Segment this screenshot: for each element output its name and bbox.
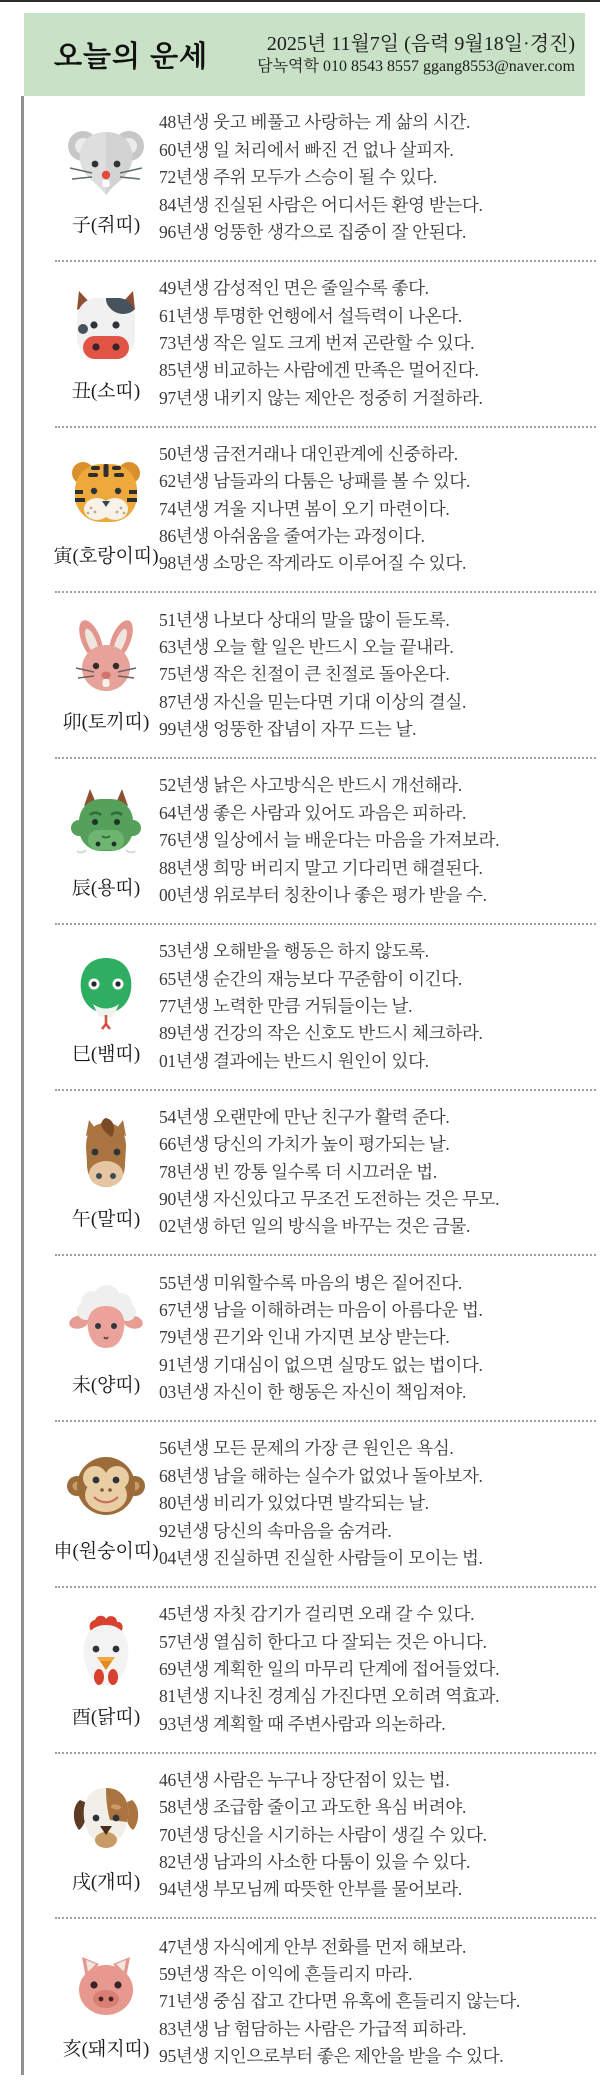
rat-icon: [64, 119, 148, 203]
fortune-line: 71년생 중심 잡고 간다면 유혹에 흔들리지 않는다.: [159, 1991, 520, 2012]
zodiac-label-monkey: 申(원숭이띠): [53, 1540, 159, 1562]
fortune-line: 57년생 열심히 한다고 다 잘되는 것은 아니다.: [159, 1631, 487, 1652]
zodiac-left-col: [55, 616, 157, 734]
fortune-line: 50년생 금전거래나 대인관계에 신중하라.: [159, 443, 458, 464]
zodiac-section-pig: [55, 1919, 596, 2085]
fortune-line: 63년생 오늘 할 일은 반드시 오늘 끝내라.: [159, 637, 454, 658]
fortune-line: 03년생 자신이 한 행동은 자신이 책임져야.: [159, 1382, 467, 1403]
fortune-lines: [157, 109, 596, 246]
fortune-line: 94년생 부모님께 따뜻한 안부를 물어보라.: [159, 1879, 462, 1900]
fortune-line: 72년생 주위 모두가 스승이 될 수 있다.: [159, 167, 437, 188]
fortune-lines: [157, 1435, 596, 1572]
fortune-lines: [157, 772, 596, 909]
page-title: 오늘의 운세: [54, 41, 209, 73]
fortune-line: 45년생 자칫 감기가 걸리면 오래 갈 수 있다.: [159, 1604, 475, 1625]
fortune-line: 73년생 작은 일도 크게 번져 곤란할 수 있다.: [159, 332, 475, 353]
zodiac-section-dog: [55, 1754, 596, 1920]
fortune-line: 01년생 결과에는 반드시 원인이 있다.: [159, 1050, 429, 1071]
fortune-line: 77년생 노력한 만큼 거둬들이는 날.: [159, 995, 413, 1016]
fortune-line: 70년생 당신을 시기하는 사람이 생길 수 있다.: [159, 1824, 487, 1845]
zodiac-left-col: [55, 1279, 157, 1397]
zodiac-label-dog: 戌(개띠): [71, 1872, 141, 1894]
fortune-line: 92년생 당신의 속마음을 숨겨라.: [159, 1520, 392, 1541]
fortune-line: 95년생 지인으로부터 좋은 제안을 받을 수 있다.: [159, 2046, 504, 2067]
zodiac-label-pig: 亥(돼지띠): [62, 2039, 150, 2061]
zodiac-left-col: [55, 1611, 157, 1729]
zodiac-label-dragon: 辰(용띠): [71, 877, 141, 899]
zodiac-label-rat: 子(쥐띠): [71, 214, 141, 236]
fortune-line: 84년생 진실된 사람은 어디서든 환영 받는다.: [159, 194, 483, 215]
fortune-lines: [157, 1270, 596, 1407]
fortune-lines: [157, 938, 596, 1075]
tiger-icon: [64, 450, 148, 534]
fortune-line: 64년생 좋은 사람과 있어도 과음은 피하라.: [159, 802, 467, 823]
sections-list: [55, 96, 596, 2085]
fortune-line: 87년생 자신을 믿는다면 기대 이상의 결실.: [159, 691, 467, 712]
zodiac-section-monkey: [55, 1422, 596, 1588]
zodiac-section-snake: [55, 925, 596, 1091]
zodiac-label-tiger: 寅(호랑이띠): [53, 546, 159, 568]
fortune-line: 55년생 미워할수록 마음의 병은 짙어진다.: [159, 1272, 462, 1293]
zodiac-left-col: [55, 1943, 157, 2061]
fortune-line: 65년생 순간의 재능보다 꾸준함이 이긴다.: [159, 968, 462, 989]
zodiac-section-ox: [55, 262, 596, 428]
rooster-icon: [64, 1611, 148, 1695]
contact-text: 담녹역학 010 8543 8557 ggang8553@naver.com: [257, 58, 575, 75]
fortune-line: 80년생 비리가 있었다면 발각되는 날.: [159, 1493, 429, 1514]
dog-icon: [64, 1776, 148, 1860]
fortune-line: 82년생 남과의 사소한 다툼이 있을 수 있다.: [159, 1852, 471, 1873]
fortune-line: 52년생 낡은 사고방식은 반드시 개선해라.: [159, 775, 462, 796]
fortune-line: 49년생 감성적인 면은 줄일수록 좋다.: [159, 278, 429, 299]
monkey-icon: [64, 1445, 148, 1529]
fortune-line: 54년생 오랜만에 만난 친구가 활력 준다.: [159, 1106, 450, 1127]
zodiac-left-col: [55, 1113, 157, 1231]
fortune-line: 86년생 아쉬움을 줄여가는 과정이다.: [159, 526, 425, 547]
zodiac-left-col: [55, 450, 157, 568]
fortune-lines: [157, 441, 596, 578]
fortune-line: 85년생 비교하는 사람에겐 만족은 멀어진다.: [159, 360, 479, 381]
zodiac-left-col: [55, 285, 157, 403]
zodiac-label-rabbit: 卯(토끼띠): [62, 712, 150, 734]
fortune-line: 66년생 당신의 가치가 높이 평가되는 날.: [159, 1134, 450, 1155]
fortune-line: 74년생 겨울 지나면 봄이 오기 마련이다.: [159, 498, 450, 519]
top-border: [0, 0, 600, 2]
zodiac-section-horse: [55, 1091, 596, 1257]
zodiac-left-col: [55, 1776, 157, 1894]
rabbit-icon: [64, 616, 148, 700]
fortune-line: 69년생 계획한 일의 마무리 단계에 접어들었다.: [159, 1658, 500, 1679]
zodiac-left-col: [55, 119, 157, 237]
zodiac-left-col: [55, 782, 157, 900]
fortune-line: 56년생 모든 문제의 가장 큰 원인은 욕심.: [159, 1438, 454, 1459]
fortune-line: 91년생 기대심이 없으면 실망도 없는 법이다.: [159, 1354, 483, 1375]
fortune-line: 89년생 건강의 작은 신호도 반드시 체크하라.: [159, 1023, 483, 1044]
fortune-line: 02년생 하던 일의 방식을 바꾸는 것은 금물.: [159, 1216, 471, 1237]
fortune-lines: [157, 1104, 596, 1241]
zodiac-label-ox: 丑(소띠): [71, 380, 141, 402]
fortune-line: 59년생 작은 이익에 흔들리지 마라.: [159, 1964, 413, 1985]
fortune-line: 62년생 남들과의 다툼은 낭패를 볼 수 있다.: [159, 471, 471, 492]
pig-icon: [64, 1943, 148, 2027]
fortune-lines: [157, 1934, 596, 2071]
fortune-line: 58년생 조급함 줄이고 과도한 욕심 버려야.: [159, 1797, 467, 1818]
zodiac-section-rooster: [55, 1588, 596, 1754]
fortune-line: 04년생 진실하면 진실한 사람들이 모이는 법.: [159, 1547, 483, 1568]
zodiac-left-col: [55, 948, 157, 1066]
fortune-line: 99년생 엉뚱한 잡념이 자꾸 드는 날.: [159, 719, 417, 740]
zodiac-section-tiger: [55, 428, 596, 594]
left-rule: [21, 96, 24, 2075]
horse-icon: [64, 1113, 148, 1197]
sheep-icon: [64, 1279, 148, 1363]
fortune-line: 47년생 자식에게 안부 전화를 먼저 해보라.: [159, 1936, 467, 1957]
fortune-line: 79년생 끈기와 인내 가지면 보상 받는다.: [159, 1327, 450, 1348]
fortune-line: 75년생 작은 친절이 큰 친절로 돌아온다.: [159, 664, 450, 685]
header-band: [24, 13, 585, 96]
zodiac-label-rooster: 酉(닭띠): [71, 1706, 141, 1728]
fortune-line: 93년생 계획할 때 주변사람과 의논하라.: [159, 1713, 446, 1734]
zodiac-left-col: [55, 1445, 157, 1563]
zodiac-section-rabbit: [55, 593, 596, 759]
fortune-line: 83년생 남 험담하는 사람은 가급적 피하라.: [159, 2018, 467, 2039]
zodiac-section-rat: [55, 96, 596, 262]
fortune-line: 46년생 사람은 누구나 장단점이 있는 법.: [159, 1769, 450, 1790]
fortune-lines: [157, 1601, 596, 1738]
fortune-line: 68년생 남을 해하는 실수가 없었나 돌아보자.: [159, 1465, 483, 1486]
zodiac-section-dragon: [55, 759, 596, 925]
fortune-line: 90년생 자신있다고 무조건 도전하는 것은 무모.: [159, 1189, 500, 1210]
fortune-line: 78년생 빈 깡통 일수록 더 시끄러운 법.: [159, 1161, 437, 1182]
zodiac-label-snake: 巳(뱀띠): [71, 1043, 141, 1065]
dragon-icon: [64, 782, 148, 866]
zodiac-label-sheep: 未(양띠): [71, 1375, 141, 1397]
fortune-line: 96년생 엉뚱한 생각으로 집중이 잘 안된다.: [159, 221, 467, 242]
snake-icon: [64, 948, 148, 1032]
zodiac-label-horse: 午(말띠): [71, 1209, 141, 1231]
header-right: [257, 32, 575, 77]
fortune-line: 76년생 일상에서 늘 배운다는 마음을 가져보라.: [159, 830, 500, 851]
fortune-lines: [157, 607, 596, 744]
fortune-line: 48년생 웃고 베풀고 사랑하는 게 삶의 시간.: [159, 112, 471, 133]
fortune-lines: [157, 1767, 596, 1904]
ox-icon: [64, 285, 148, 369]
fortune-line: 53년생 오해받을 행동은 하지 않도록.: [159, 941, 429, 962]
fortune-lines: [157, 275, 596, 412]
fortune-line: 61년생 투명한 언행에서 설득력이 나온다.: [159, 305, 462, 326]
fortune-line: 98년생 소망은 작게라도 이루어질 수 있다.: [159, 553, 467, 574]
fortune-line: 51년생 나보다 상대의 말을 많이 듣도록.: [159, 609, 450, 630]
date-text: 2025년 11월7일 (음력 9월18일·경진): [266, 33, 575, 55]
fortune-line: 81년생 지나친 경계심 가진다면 오히려 역효과.: [159, 1686, 500, 1707]
zodiac-section-sheep: [55, 1256, 596, 1422]
fortune-line: 88년생 희망 버리지 말고 기다리면 해결된다.: [159, 857, 483, 878]
fortune-line: 60년생 일 처리에서 빠진 건 없나 살피자.: [159, 139, 454, 160]
fortune-line: 00년생 위로부터 칭찬이나 좋은 평가 받을 수.: [159, 884, 487, 905]
fortune-line: 97년생 내키지 않는 제안은 정중히 거절하라.: [159, 387, 483, 408]
fortune-line: 67년생 남을 이해하려는 마음이 아름다운 법.: [159, 1300, 483, 1321]
